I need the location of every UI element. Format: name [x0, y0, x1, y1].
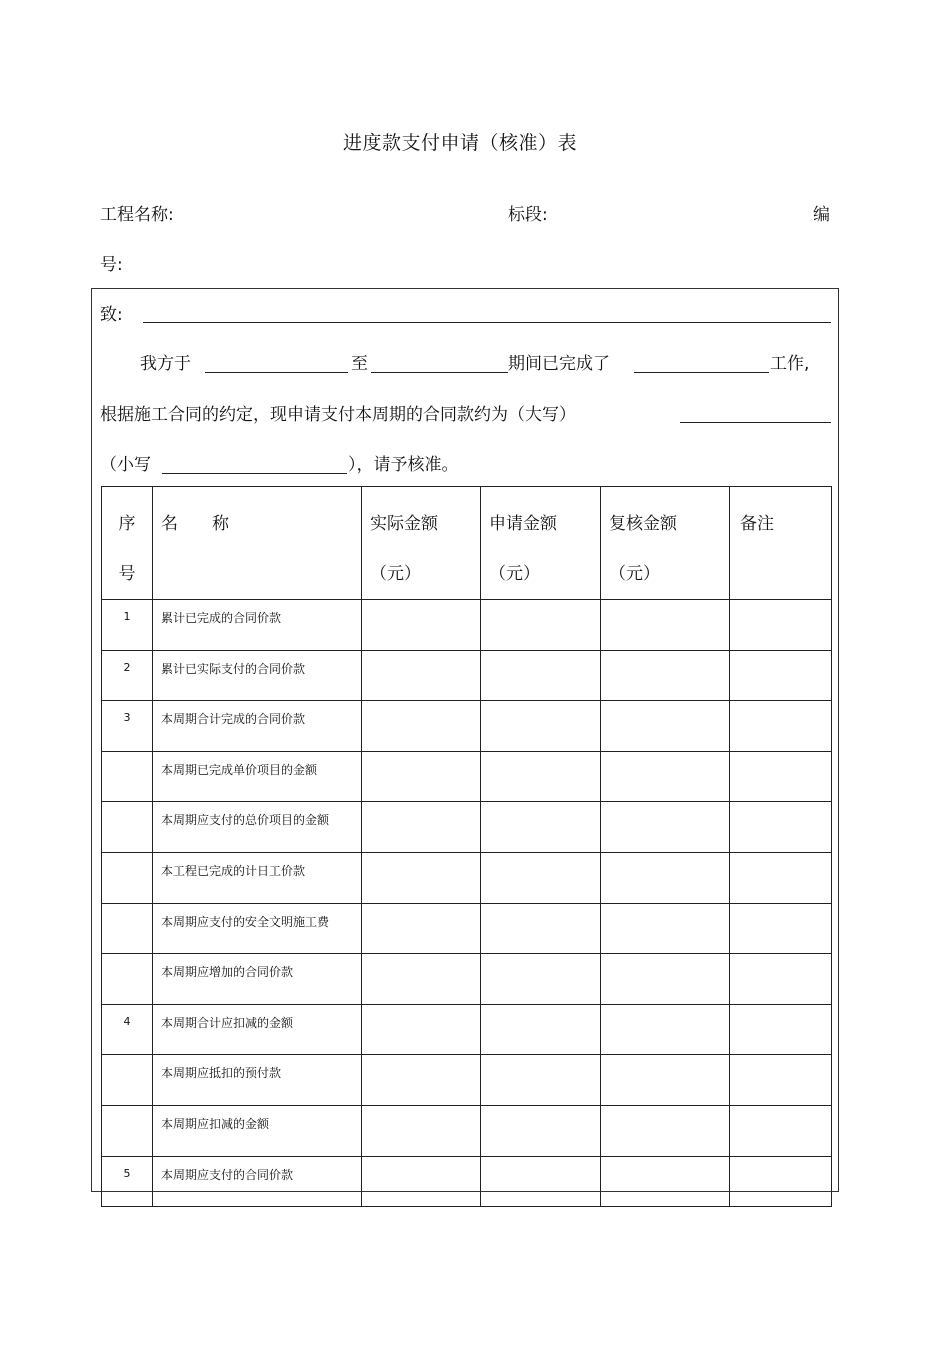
header-actual	[362, 487, 481, 600]
row-seq: 1	[102, 600, 153, 651]
review-amount-cell[interactable]	[601, 751, 730, 802]
actual-amount-cell[interactable]	[362, 1105, 481, 1156]
actual-amount-cell[interactable]	[362, 802, 481, 853]
start-date-blank[interactable]	[205, 372, 348, 373]
recipient-blank[interactable]	[143, 322, 831, 323]
apply-amount-cell[interactable]	[481, 1105, 601, 1156]
row-name: 本周期合计应扣减的金额	[153, 1004, 362, 1055]
review-amount-cell[interactable]	[601, 954, 730, 1005]
table-row	[102, 1055, 832, 1106]
actual-amount-cell[interactable]	[362, 852, 481, 903]
actual-amount-cell[interactable]	[362, 701, 481, 752]
table-row	[102, 802, 832, 853]
header-apply-bottom: （元）	[489, 564, 540, 584]
header-actual-top: 实际金额	[370, 514, 438, 534]
amount-figure-blank[interactable]	[162, 473, 347, 474]
actual-amount-cell[interactable]	[362, 1156, 481, 1207]
table-row	[102, 1004, 832, 1055]
remark-cell[interactable]	[730, 1004, 832, 1055]
row-name: 本周期应支付的安全文明施工费	[153, 903, 362, 954]
table-row	[102, 600, 832, 651]
row-name: 本周期应抵扣的预付款	[153, 1055, 362, 1106]
work-blank[interactable]	[634, 372, 769, 373]
apply-amount-cell[interactable]	[481, 1156, 601, 1207]
review-amount-cell[interactable]	[601, 650, 730, 701]
row-seq	[102, 852, 153, 903]
actual-amount-cell[interactable]	[362, 751, 481, 802]
number-label-bottom: 号:	[100, 255, 123, 275]
remark-cell[interactable]	[730, 751, 832, 802]
completed-text: 期间已完成了	[508, 354, 610, 374]
form-title: 进度款支付申请（核准）表	[342, 132, 577, 154]
actual-amount-cell[interactable]	[362, 1055, 481, 1106]
amount-capital-blank[interactable]	[680, 422, 831, 423]
review-amount-cell[interactable]	[601, 1105, 730, 1156]
row-name: 本周期应支付的总价项目的金额	[153, 802, 362, 853]
row-seq	[102, 802, 153, 853]
row-seq	[102, 1105, 153, 1156]
apply-amount-cell[interactable]	[481, 751, 601, 802]
header-apply	[481, 487, 601, 600]
header-remark-text: 备注	[740, 514, 774, 534]
header-apply-top: 申请金额	[489, 514, 557, 534]
header-name	[153, 487, 362, 600]
apply-amount-cell[interactable]	[481, 802, 601, 853]
actual-amount-cell[interactable]	[362, 954, 481, 1005]
header-seq-bottom: 号	[118, 564, 136, 584]
amount-capital-text: 根据施工合同的约定，现申请支付本周期的合同款约为（大写）	[100, 405, 576, 425]
apply-amount-cell[interactable]	[481, 701, 601, 752]
header-remark	[730, 487, 832, 600]
work-suffix-text: 工作,	[770, 354, 810, 374]
review-amount-cell[interactable]	[601, 1055, 730, 1106]
row-name: 累计已实际支付的合同价款	[153, 650, 362, 701]
row-seq: 2	[102, 650, 153, 701]
remark-cell[interactable]	[730, 954, 832, 1005]
row-seq	[102, 903, 153, 954]
header-name-text: 名 称	[161, 514, 229, 534]
actual-amount-cell[interactable]	[362, 650, 481, 701]
remark-cell[interactable]	[730, 600, 832, 651]
period-to-text: 至	[351, 354, 368, 374]
header-review-top: 复核金额	[609, 514, 677, 534]
review-amount-cell[interactable]	[601, 802, 730, 853]
row-name: 本周期应增加的合同价款	[153, 954, 362, 1005]
apply-amount-cell[interactable]	[481, 1055, 601, 1106]
row-name: 本周期合计完成的合同价款	[153, 701, 362, 752]
table-row	[102, 1156, 832, 1207]
table-row	[102, 751, 832, 802]
end-date-blank[interactable]	[371, 372, 508, 373]
row-seq	[102, 751, 153, 802]
remark-cell[interactable]	[730, 1156, 832, 1207]
apply-amount-cell[interactable]	[481, 852, 601, 903]
table-row	[102, 1105, 832, 1156]
row-name: 本周期应支付的合同价款	[153, 1156, 362, 1207]
header-review	[601, 487, 730, 600]
remark-cell[interactable]	[730, 903, 832, 954]
remark-cell[interactable]	[730, 802, 832, 853]
row-name: 本周期已完成单价项目的金额	[153, 751, 362, 802]
project-name-label: 工程名称:	[100, 205, 174, 225]
apply-amount-cell[interactable]	[481, 1004, 601, 1055]
review-amount-cell[interactable]	[601, 903, 730, 954]
table-row	[102, 954, 832, 1005]
header-seq	[102, 487, 153, 600]
header-review-bottom: （元）	[609, 564, 660, 584]
review-amount-cell[interactable]	[601, 1156, 730, 1207]
table-header-row	[102, 487, 832, 600]
row-seq	[102, 954, 153, 1005]
remark-cell[interactable]	[730, 650, 832, 701]
approve-request-text: ），请予核准。	[348, 455, 459, 475]
review-amount-cell[interactable]	[601, 1004, 730, 1055]
review-amount-cell[interactable]	[601, 600, 730, 651]
section-label: 标段:	[508, 205, 548, 225]
row-seq: 3	[102, 701, 153, 752]
row-name: 本工程已完成的计日工价款	[153, 852, 362, 903]
header-seq-top: 序	[118, 514, 136, 534]
actual-amount-cell[interactable]	[362, 1004, 481, 1055]
remark-cell[interactable]	[730, 852, 832, 903]
header-actual-bottom: （元）	[370, 564, 421, 584]
actual-amount-cell[interactable]	[362, 600, 481, 651]
remark-cell[interactable]	[730, 701, 832, 752]
number-label-top: 编	[813, 205, 830, 225]
row-seq: 5	[102, 1156, 153, 1207]
table-row	[102, 903, 832, 954]
to-label: 致:	[100, 305, 123, 325]
row-name: 累计已完成的合同价款	[153, 600, 362, 651]
actual-amount-cell[interactable]	[362, 903, 481, 954]
row-name: 本周期应扣减的金额	[153, 1105, 362, 1156]
amount-figure-text: （小写	[100, 455, 151, 475]
remark-cell[interactable]	[730, 1055, 832, 1106]
apply-amount-cell[interactable]	[481, 600, 601, 651]
period-from-text: 我方于	[140, 354, 191, 374]
payment-table	[101, 486, 832, 1207]
review-amount-cell[interactable]	[601, 852, 730, 903]
remark-cell[interactable]	[730, 1105, 832, 1156]
apply-amount-cell[interactable]	[481, 954, 601, 1005]
table-row	[102, 650, 832, 701]
row-seq: 4	[102, 1004, 153, 1055]
table-row	[102, 852, 832, 903]
review-amount-cell[interactable]	[601, 701, 730, 752]
table-row	[102, 701, 832, 752]
row-seq	[102, 1055, 153, 1106]
apply-amount-cell[interactable]	[481, 650, 601, 701]
apply-amount-cell[interactable]	[481, 903, 601, 954]
